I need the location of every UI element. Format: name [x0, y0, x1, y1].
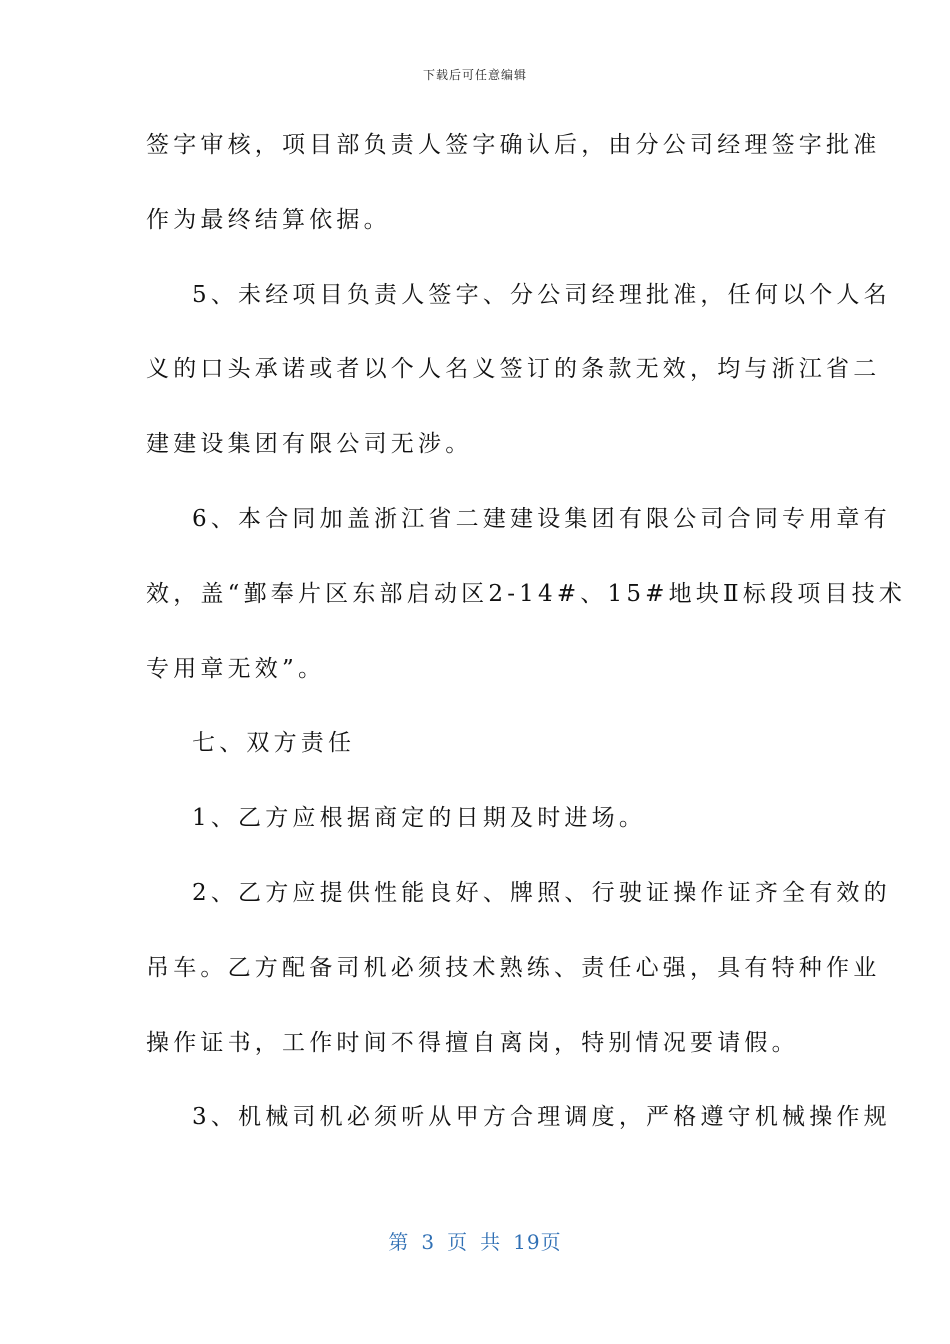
- item-3-start: 3、机械司机必须听从甲方合理调度，严格遵守机械操作规: [192, 1104, 891, 1131]
- text-line: 义的口头承诺或者以个人名义签订的条款无效，均与浙江省二: [146, 356, 881, 383]
- footer-total-word: 共: [480, 1230, 502, 1254]
- text-line: 效，盖“鄞奉片区东部启动区2-14#、15#地块Ⅱ标段项目技术: [146, 580, 907, 607]
- document-body: [146, 123, 907, 1170]
- footer-suffix: 页: [540, 1230, 562, 1254]
- total-page-count: 19: [513, 1230, 541, 1254]
- footer-page-word: 页: [447, 1230, 469, 1254]
- text-line: 签字审核，项目部负责人签字确认后，由分公司经理签字批准: [146, 132, 881, 158]
- text-line: 专用章无效”。: [146, 655, 326, 682]
- footer-prefix: 第: [388, 1230, 410, 1254]
- item-2-start: 2、乙方应提供性能良好、牌照、行驶证操作证齐全有效的: [192, 879, 891, 906]
- text-line: 作为最终结算依据。: [146, 206, 391, 233]
- text-line: 吊车。乙方配备司机必须技术熟练、责任心强，具有特种作业: [146, 954, 881, 981]
- text-line: 建建设集团有限公司无涉。: [146, 431, 473, 458]
- page-header-note: 下载后可任意编辑: [422, 68, 527, 82]
- paragraph-5-start: 5、未经项目负责人签字、分公司经理批准，任何以个人名: [192, 281, 891, 308]
- current-page-number: 3: [421, 1230, 436, 1254]
- item-1: 1、乙方应根据商定的日期及时进场。: [192, 805, 647, 832]
- page-number-footer: [0, 1226, 950, 1255]
- paragraph-6-start: 6、本合同加盖浙江省二建建设集团有限公司合同专用章有: [192, 505, 891, 532]
- text-line: 操作证书，工作时间不得擅自离岗，特别情况要请假。: [146, 1029, 799, 1056]
- section-heading-7: 七、双方责任: [192, 730, 356, 757]
